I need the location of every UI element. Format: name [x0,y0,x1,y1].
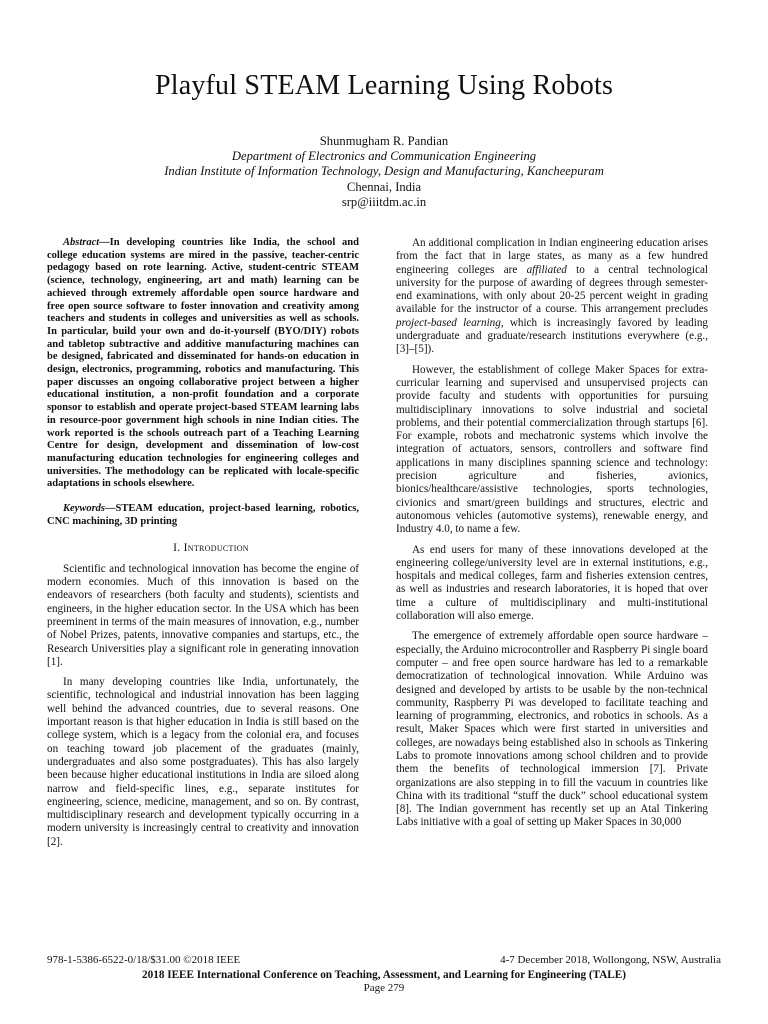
section-number: I. [173,542,181,555]
paper-title: Playful STEAM Learning Using Robots [154,70,614,101]
footer-isbn: 978-1-5386-6522-0/18/$31.00 ©2018 IEEE [47,954,241,966]
body-paragraph: In many developing countries like India, unfortunately, the scientific, technological and industrial innovation has been lagging well behind the advanced countries, due to several reasons. One important reason is that higher education in India is still based on the college system, which is a legacy from the colonial era, and focuses on teaching toward job placement of the graduates (mainly, undergraduates and also some postgraduates). This has also largely been because higher educational institutions in India are siloed along narrow and field-specific lines, e.g., separate institutes for engineering, science, medicine, management, and so on. By contrast, multidisciplinary research and development typically occurring in a modern university is increasingly central to creativity and innovation [2]. [47,676,359,848]
body-paragraph: As end users for many of these innovations developed at the engineering college/university level are in external institutions, e.g., hospitals and medical colleges, farm and fisheries extension centres, as well as industries and research laboratories, it is hoped that over time a culture of multidisciplinary and multi-institutional collaboration will also emerge. [396,543,708,623]
section-title: Introduction [183,542,249,555]
author-department: Department of Electronics and Communication Engineering [231,149,537,164]
author-name: Shunmugham R. Pandian [319,134,449,148]
abstract [47,237,359,491]
keywords-text: —STEAM education, project-based learning, robotics, CNC machining, 3D printing [47,503,359,527]
abstract-lead: Abstract [63,237,100,248]
text-run: to a central technological university for the purpose of awarding of degrees through semester-end examinations, with only about 20-25 percent weight in grading available for the instructor of a course. This arrangement precludes [396,263,708,316]
section-heading [47,542,359,555]
left-column [47,237,359,856]
emphasis-affiliated: affiliated [526,263,567,276]
body-paragraph [396,237,708,357]
footer-line [47,954,721,966]
emphasis-project-based-learning: project-based learning [396,316,501,329]
body-paragraph: However, the establishment of college Maker Spaces for extra-curricular learning and supervised and unsupervised projects can provide faculty and students with opportunities for pursuing multidisciplinary innovations to solve industrial and societal problems, and their potential commercialization through startups [6]. For example, robots and mechatronic systems which involve the integration of actuators, sensors, controllers and software find applications in many disciplines spanning science and technology: precision agriculture and fisheries, avionics, bionics/healthcare/assistive technologies, sports technologies, civionics and smart/green buildings and structures, electric and autonomous vehicles (automotive systems), renewable energy, and Industry 4.0, to name a few. [396,363,708,536]
right-column [396,237,708,837]
abstract-text: —In developing countries like India, the school and college education systems are mired in the passive, teacher-centric pedagogy based on rote learning. Active, student-centric STEAM (science, technology, engineering, art and math) learning can be achieved through extremely affordable open source hardware and free open source software to foster innovation and creativity among teachers and students in colleges and universities as well as schools. In particular, build your own and do-it-yourself (BYO/DIY) robots and tabletop subtractive and additive manufacturing machines can be designed, fabricated and disseminated for hands-on education in design, electronics, programming, robotics and manufacturing. This paper discusses an ongoing collaborative project between a higher educational institution, a non-profit foundation and a corporate sponsor to establish and operate project-based STEAM learning labs in resource-poor government high schools in nine Indian cities. The work reported is the schools outreach part of a Teaching Learning Centre for design, development and dissemination of low-cost manufacturing education technologies for engineering colleges and universities. The methodology can be replicated with locale-specific adaptations in schools elsewhere. [47,237,359,490]
keywords [47,503,359,528]
author-location: Chennai, India [346,179,422,194]
author-institute: Indian Institute of Information Technology, Design and Manufacturing, Kancheepuram [164,164,604,179]
footer-conference: 2018 IEEE International Conference on Teaching, Assessment, and Learning for Engineering (TALE) [142,969,626,981]
text-run: An additional complication in Indian engineering education arises from the fact that in large states, as many as a few hundred engineering colleges are [396,237,708,276]
author-block [0,134,768,210]
body-paragraph: Scientific and technological innovation has become the engine of modern economies. Much of this innovation is based on the endeavors of researchers (both faculty and students), scientists and engineers, in the higher education sector. In the USA which has been preeminent in terms of the main measures of innovation, e.g., number of Nobel Prizes, patents, innovative companies and startups, etc., the Research Universities play a significant role in generating innovation [1]. [47,562,359,668]
footer-dates: 4-7 December 2018, Wollongong, NSW, Australia [500,954,721,966]
text-run: , which is increasingly favored by leading undergraduate and graduate/research institutions everywhere (e.g., [3]–[5]). [396,316,708,356]
page-number: Page 279 [363,982,405,994]
author-email: srp@iiitdm.ac.in [341,194,427,209]
keywords-lead: Keywords [63,503,105,515]
body-paragraph: The emergence of extremely affordable open source hardware – especially, the Arduino microcontroller and Raspberry Pi single board computer – and free open source hardware has led to a remarkable democratization of technological innovation. While Arduino was designed and developed by artists to be usable by the non-technical community, Raspberry Pi was developed to facilitate teaching and learning of programming, electronics, and robotics in schools. As a result, Maker Spaces which were first started in universities and colleges, are nowadays being established also in schools as Tinkering Labs to promote innovations among school children and to provide them the benefits of technological immersion [7]. Private organizations are also stepping in to fill the vacuum in countries like China with its traditional “stuff the duck” school educational system [8]. The Indian government has recently set up an Atal Tinkering Labs initiative with a goal of setting up Maker Spaces in 30,000 [396,630,708,829]
